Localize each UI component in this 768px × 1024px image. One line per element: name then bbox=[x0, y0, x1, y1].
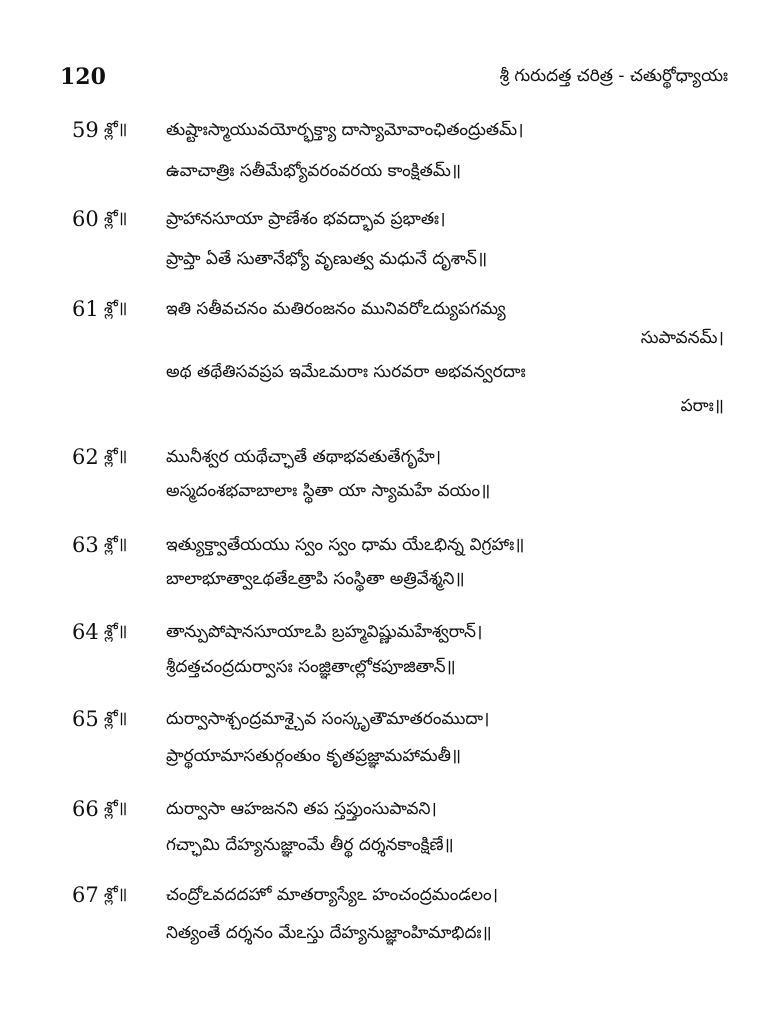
sloka-mark: శ్లో॥ bbox=[104, 119, 128, 138]
verse-line: ఇతి సతీవచనం మతిరంజనం మునివరోఽద్యుపగమ్య bbox=[166, 299, 506, 319]
verse-number: 61 bbox=[72, 297, 99, 321]
sloka-mark: శ్లో॥ bbox=[104, 798, 128, 817]
verse-line-continuation: పరాః॥ bbox=[680, 396, 724, 416]
sloka-mark: శ్లో॥ bbox=[104, 534, 128, 553]
sloka-mark: శ్లో॥ bbox=[104, 208, 128, 227]
sloka-mark: శ్లో॥ bbox=[104, 621, 128, 640]
verse-number: 63 bbox=[72, 533, 99, 557]
verse-line: అస్మదంశభవాబాలాః స్థితా యా స్యామహే వయం॥ bbox=[166, 481, 491, 501]
sloka-mark: శ్లో॥ bbox=[104, 708, 128, 727]
verse-line: ఉవాచాత్రిః సతీమేభ్యోవరంవరయ కాంక్షితమ్॥ bbox=[166, 161, 462, 181]
verse-line: బాలాభూత్వాఽథతేఽత్రాపి సంస్థితా అత్రివేశ్మని॥ bbox=[166, 569, 465, 589]
verse-line: ప్రార్థయామాసతుర్గంతుం కృతప్రజ్ఞామహామతీ॥ bbox=[166, 746, 462, 766]
page-number: 120 bbox=[60, 64, 106, 90]
verse-line: ప్రాహానసూయా ప్రాణేశం భవద్భావ ప్రభాతః। bbox=[166, 209, 446, 229]
running-title: శ్రీ గురుదత్త చరిత్ర - చతుర్థోధ్యాయః bbox=[499, 66, 728, 86]
sloka-mark: శ్లో॥ bbox=[104, 298, 128, 317]
verse-number: 60 bbox=[72, 207, 99, 231]
verse-line: ప్రాప్తా ఏతే సుతానేభ్యో వృణుత్వ మధునే దృశాన్॥ bbox=[166, 249, 488, 269]
verse-line: చంద్రోఽవదదహో మాతర్యాస్యేఽ హంచంద్రమండలం। bbox=[166, 885, 499, 905]
verse-number: 59 bbox=[72, 118, 99, 142]
verse-number: 62 bbox=[72, 445, 99, 469]
verse-line: తుష్టాఃస్మాయువయోర్భక్త్యా దాస్యామోవాంఛితంద్రుతమ్। bbox=[166, 120, 524, 140]
verse-number: 66 bbox=[72, 797, 99, 821]
verse-line-continuation: సుపావనమ్। bbox=[640, 328, 724, 348]
verse-number: 65 bbox=[72, 707, 99, 731]
sloka-mark: శ్లో॥ bbox=[104, 446, 128, 465]
verse-number: 64 bbox=[72, 620, 99, 644]
sloka-mark: శ్లో॥ bbox=[104, 884, 128, 903]
verse-line: అథ తథేతిసవప్రప ఇమేఽమరాః సురవరా అభవన్వరదాః bbox=[166, 362, 526, 382]
verse-line: నిత్యంతే దర్శనం మేఽస్తు దేహ్యనుజ్ఞాంహిమాభిదః॥ bbox=[166, 923, 492, 943]
verse-line: దుర్వాసా ఆహజనని తప స్తప్తుంసుపావని। bbox=[166, 799, 437, 819]
verse-line: ఇత్యుక్త్వాతేయయు స్వం స్వం ధామ యేఽభిన్న విగ్రహాః॥ bbox=[166, 535, 525, 555]
verse-line: మునీశ్వర యథేచ్ఛాతే తథాభవతుతేగృహే। bbox=[166, 447, 442, 467]
verse-line: గచ్ఛామి దేహ్యనుజ్ఞాంమే తీర్థ దర్శనకాంక్షిణే॥ bbox=[166, 835, 454, 855]
verse-number: 67 bbox=[72, 883, 99, 907]
page-header bbox=[60, 64, 728, 100]
verse-line: దుర్వాసాశ్చంద్రమాశ్చైవ సంస్కృతౌమాతరంముదా। bbox=[166, 709, 490, 729]
verse-line: తాన్పుపోషానసూయాఽపి బ్రహ్మవిష్ణుమహేశ్వరాన్। bbox=[166, 622, 483, 642]
verse-line: శ్రీదత్తచంద్రదుర్వాసః సంజ్ఞితాఁల్లోకపూజితాన్॥ bbox=[166, 657, 456, 677]
